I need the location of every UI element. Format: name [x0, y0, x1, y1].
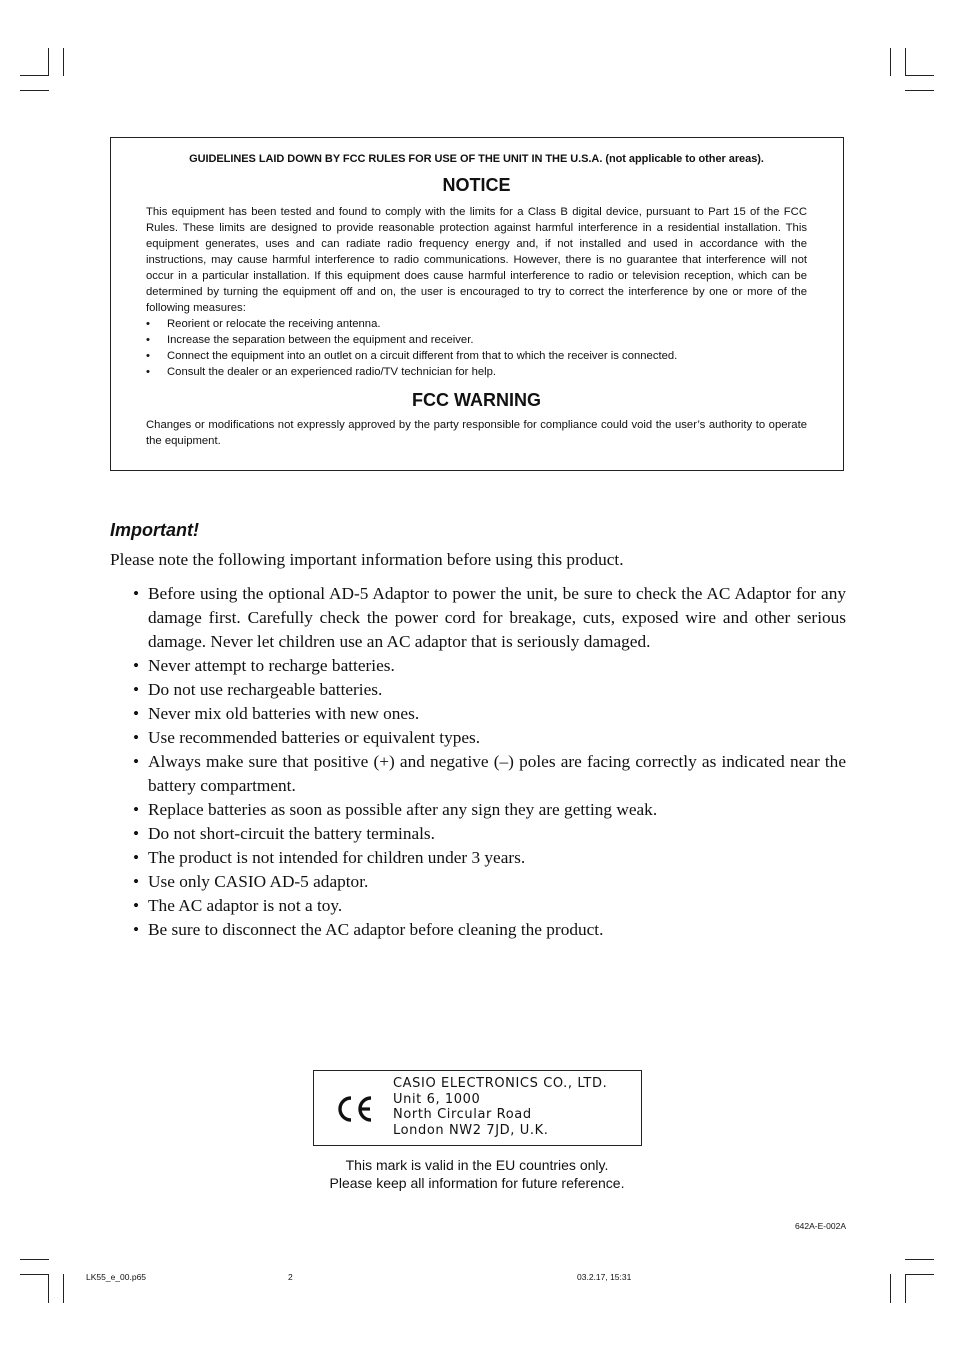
footer-datetime: 03.2.17, 15:31 [577, 1272, 632, 1282]
list-item: • Consult the dealer or an experienced radio/TV technician for help. [146, 366, 497, 378]
footer-page-number: 2 [288, 1272, 293, 1282]
eu-note-line: Please keep all information for future reference. [329, 1175, 625, 1191]
list-item: • Be sure to disconnect the AC adaptor before cleaning the product. [110, 918, 846, 942]
crop-mark-tl-h [20, 75, 49, 76]
fcc-measures-list [146, 316, 807, 380]
bullet: • [133, 896, 140, 915]
document-code: 642A-E-002A [794, 1221, 846, 1231]
crop-mark-tr-v [905, 48, 906, 76]
list-item: • Before using the optional AD-5 Adaptor to power the unit, be sure to check the AC Adaptor for any damage first. Carefully check the power cord for breakage, cuts, exposed wire and other serious damage. Never let children use an AC adaptor that is seriously damaged. [133, 584, 846, 651]
ce-mark-icon [334, 1094, 376, 1124]
bullet: • [133, 656, 140, 675]
fcc-warning-heading: FCC WARNING [412, 390, 541, 410]
crop-mark-bl-h [20, 1259, 49, 1260]
fcc-notice-box [110, 137, 844, 471]
list-item: • Increase the separation between the equipment and receiver. [146, 334, 474, 346]
list-item: • Never mix old batteries with new ones. [110, 702, 846, 726]
bullet: • [146, 334, 150, 346]
list-item: • Do not short-circuit the battery terminals. [110, 822, 846, 846]
bullet: • [146, 366, 150, 378]
crop-mark-bl-h2 [20, 1274, 49, 1275]
bullet: • [146, 318, 150, 330]
bullet: • [133, 848, 140, 867]
address-line: North Circular Road [393, 1107, 532, 1123]
bullet: • [133, 824, 140, 843]
list-item: • Never attempt to recharge batteries. [110, 654, 846, 678]
list-item: • Always make sure that positive (+) and negative (–) poles are facing correctly as indicated near the battery compartment. [133, 752, 846, 795]
important-heading: Important! [110, 520, 199, 540]
important-section [110, 518, 846, 942]
eu-note-line: This mark is valid in the EU countries only. [345, 1157, 609, 1173]
crop-mark-br-v2 [890, 1274, 891, 1303]
crop-mark-tl-v2 [63, 48, 64, 76]
manufacturer-box [313, 1070, 642, 1146]
crop-mark-bl-v2 [63, 1274, 64, 1303]
list-item: • Use only CASIO AD-5 adaptor. [110, 870, 846, 894]
bullet: • [133, 920, 140, 939]
bullet: • [133, 872, 140, 891]
crop-mark-tr-h [905, 75, 934, 76]
crop-mark-br-v [905, 1274, 906, 1303]
manufacturer-name: CASIO ELECTRONICS CO., LTD. [393, 1076, 608, 1091]
crop-mark-tl-v [48, 48, 49, 76]
bullet: • [133, 728, 140, 747]
bullet: • [133, 800, 140, 819]
notice-heading: NOTICE [442, 175, 511, 195]
bullet: • [133, 680, 140, 699]
list-item: • The AC adaptor is not a toy. [110, 894, 846, 918]
bullet: • [133, 704, 140, 723]
crop-mark-tr-h2 [905, 90, 934, 91]
list-item: • Connect the equipment into an outlet on a circuit different from that to which the receiver is connected. [146, 350, 678, 362]
address-line: Unit 6, 1000 [393, 1091, 481, 1107]
manufacturer-address [393, 1076, 607, 1139]
crop-mark-br-h2 [905, 1274, 934, 1275]
list-item: • Use recommended batteries or equivalent types. [110, 726, 846, 750]
bullet: • [146, 350, 150, 362]
bullet: • [133, 584, 140, 603]
crop-mark-tr-v2 [890, 48, 891, 76]
list-item: • Do not use rechargeable batteries. [110, 678, 846, 702]
important-intro: Please note the following important information before using this product. [110, 550, 624, 569]
address-line: London NW2 7JD, U.K. [393, 1123, 549, 1139]
important-list [110, 582, 846, 942]
crop-mark-tl-h2 [20, 90, 49, 91]
fcc-warning-text: Changes or modifications not expressly approved by the party responsible for compliance could void the user’s authority to operate the equipment. [146, 419, 807, 447]
fcc-guidelines-text: GUIDELINES LAID DOWN BY FCC RULES FOR USE OF THE UNIT IN THE U.S.A. (not applicable to other areas). [189, 153, 764, 165]
bullet: • [133, 752, 140, 771]
footer-filename: LK55_e_00.p65 [86, 1272, 147, 1282]
list-item: • Replace batteries as soon as possible after any sign they are getting weak. [110, 798, 846, 822]
crop-mark-br-h [905, 1259, 934, 1260]
crop-mark-bl-v [48, 1274, 49, 1303]
list-item: • The product is not intended for children under 3 years. [110, 846, 846, 870]
list-item: • Reorient or relocate the receiving antenna. [146, 318, 381, 330]
eu-note [200, 1156, 754, 1192]
notice-text: This equipment has been tested and found to comply with the limits for a Class B digital device, pursuant to Part 15 of the FCC Rules. These limits are designed to provide reasonable protection against harmful interference in a residential installation. This equipment generates, uses and can radiate radio frequency energy and, if not installed and used in accordance with the instructions, may cause harmful interference to radio communications. However, there is no guarantee that interference will not occur in a particular installation. If this equipment does cause harmful interference to radio or television reception, which can be determined by turning the equipment off and on, the user is encouraged to try to correct the interference by one or more of the following measures: [146, 206, 807, 314]
